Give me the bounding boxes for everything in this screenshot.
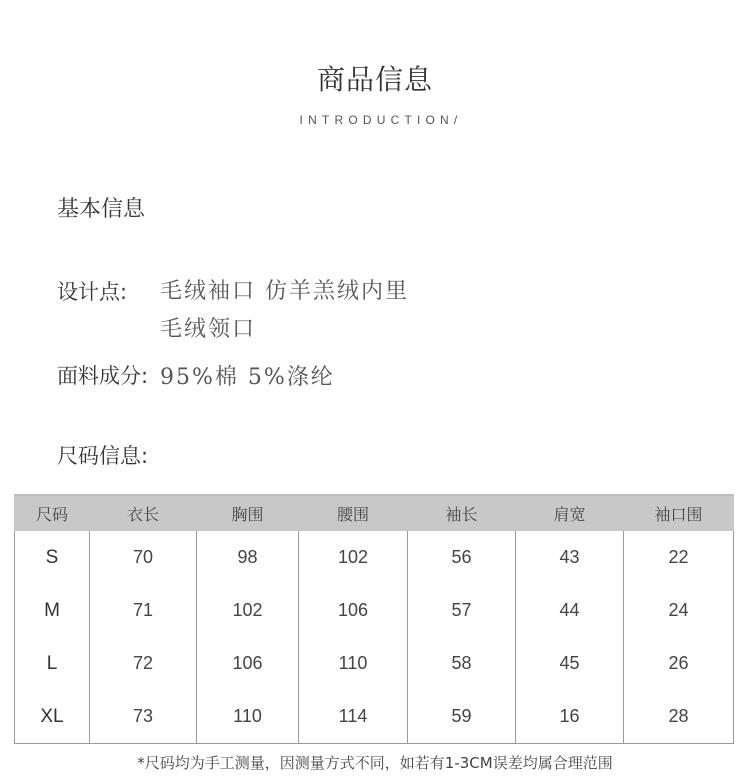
table-cell: 16	[516, 690, 624, 744]
table-cell-size: XL	[15, 690, 90, 744]
table-cell: 110	[299, 637, 408, 690]
table-cell: 106	[299, 584, 408, 637]
table-cell: 71	[90, 584, 197, 637]
page-title: 商品信息	[316, 63, 433, 96]
table-cell: 57	[408, 584, 516, 637]
table-cell: 102	[197, 584, 299, 637]
column-header-waist: 腰围	[299, 495, 408, 531]
table-cell: 98	[197, 531, 299, 585]
table-row	[15, 584, 734, 637]
size-table	[14, 494, 734, 744]
table-cell: 22	[624, 531, 734, 585]
table-cell: 43	[516, 531, 624, 585]
table-row	[15, 690, 734, 744]
table-cell: 45	[516, 637, 624, 690]
table-cell: 102	[299, 531, 408, 585]
table-cell: 24	[624, 584, 734, 637]
size-info-heading: 尺码信息:	[57, 444, 149, 468]
fabric-value: 95%棉 5%涤纶	[160, 365, 335, 390]
table-cell: 44	[516, 584, 624, 637]
table-cell: 28	[624, 690, 734, 744]
table-cell: 59	[408, 690, 516, 744]
table-cell-size: S	[15, 531, 90, 585]
table-cell: 56	[408, 531, 516, 585]
column-header-sleeve: 袖长	[408, 495, 516, 531]
table-cell: 58	[408, 637, 516, 690]
table-cell: 26	[624, 637, 734, 690]
table-row	[15, 531, 734, 585]
column-header-cuff: 袖口围	[624, 495, 734, 531]
column-header-chest: 胸围	[197, 495, 299, 531]
table-cell: 106	[197, 637, 299, 690]
column-header-shoulder: 肩宽	[516, 495, 624, 531]
size-table-header-row	[15, 495, 734, 531]
table-cell-size: M	[15, 584, 90, 637]
table-cell: 70	[90, 531, 197, 585]
fabric-label: 面料成分:	[57, 364, 149, 388]
table-cell: 110	[197, 690, 299, 744]
table-cell-size: L	[15, 637, 90, 690]
design-value-line1: 毛绒袖口 仿羊羔绒内里	[160, 279, 409, 304]
table-cell: 72	[90, 637, 197, 690]
table-row	[15, 637, 734, 690]
column-header-length: 衣长	[90, 495, 197, 531]
page-subtitle: INTRODUCTION/	[299, 113, 463, 127]
measurement-footnote: *尺码均为手工测量，因测量方式不同，如若有1-3CM误差均属合理范围	[137, 754, 613, 772]
basic-info-heading: 基本信息	[57, 197, 146, 222]
table-cell: 73	[90, 690, 197, 744]
table-cell: 114	[299, 690, 408, 744]
design-label: 设计点:	[57, 280, 128, 304]
design-value-line2: 毛绒领口	[160, 317, 257, 342]
column-header-size: 尺码	[15, 495, 90, 531]
